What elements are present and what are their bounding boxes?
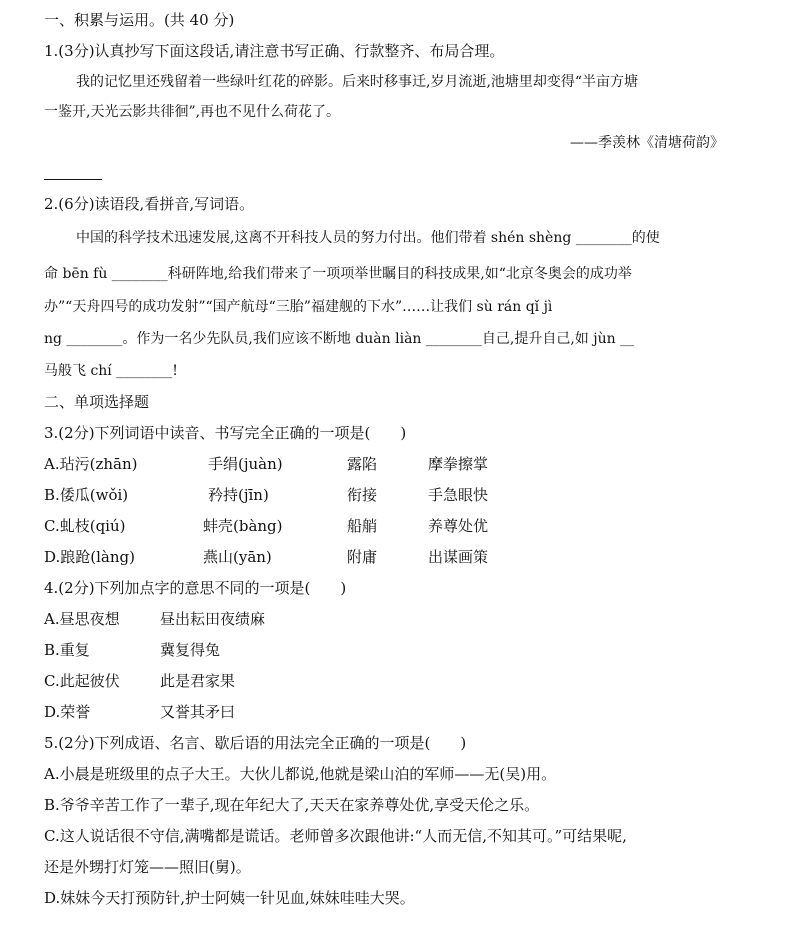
option-word-2: 此是君家果	[160, 672, 236, 690]
option-label: A.玷污(zhān)	[44, 455, 138, 473]
option-word-3: 露陷	[347, 455, 378, 473]
question-1-attribution: ——季羡林《清塘荷韵》	[570, 135, 724, 151]
question-1-passage-line-2: 一鉴开,天光云影共徘徊”,再也不见什么荷花了。	[44, 104, 341, 120]
question-2-line-3: 办”“天舟四号的成功发射”“国产航母“三胎”福建舰的下水”……让我们 sù rán qǐ jì	[44, 299, 553, 315]
section-2-title: 二、单项选择题	[44, 393, 150, 411]
question-2-stem: 2.(6分)读语段,看拼音,写词语。	[44, 195, 255, 213]
question-5-option-a[interactable]: A.小晨是班级里的点子大王。大伙儿都说,他就是梁山泊的军师——无(吴)用。	[44, 765, 557, 783]
option-word-2: 昼出耘田夜绩麻	[160, 610, 266, 628]
question-5-option-c-line-1[interactable]: C.这人说话很不守信,满嘴都是谎话。老师曾多次跟他讲:“人而无信,不知其可。”可结果呢,	[44, 827, 627, 845]
section-1-title: 一、积累与运用。(共 40 分)	[44, 11, 235, 29]
option-word-4: 摩拳擦掌	[428, 455, 489, 473]
option-label: C.虬枝(qiú)	[44, 517, 126, 535]
question-5-stem: 5.(2分)下列成语、名言、歇后语的用法完全正确的一项是( )	[44, 734, 467, 752]
option-word-2: 手绢(juàn)	[208, 455, 283, 473]
question-1-stem: 1.(3分)认真抄写下面这段话,请注意书写正确、行款整齐、布局合理。	[44, 42, 505, 60]
question-2-line-4: ng ________。作为一名少先队员,我们应该不断地 duàn liàn ________自己,提升自己,如 jùn __	[44, 331, 635, 347]
option-word-1: B.重复	[44, 641, 90, 659]
option-word-3: 衔接	[347, 486, 378, 504]
option-word-4: 手急眼快	[428, 486, 489, 504]
option-word-1: D.荣誉	[44, 703, 91, 721]
question-4-stem: 4.(2分)下列加点字的意思不同的一项是( )	[44, 579, 347, 597]
question-2-line-1: 中国的科学技术迅速发展,这离不开科技人员的努力付出。他们带着 shén shèng ________的使	[76, 230, 660, 246]
option-word-2: 矜持(jīn)	[208, 486, 269, 504]
option-label: D.踉跄(làng)	[44, 548, 135, 566]
option-word-4: 出谋画策	[428, 548, 489, 566]
option-word-3: 船艄	[347, 517, 378, 535]
question-2-line-5: 马般飞 chí ________!	[44, 363, 178, 379]
option-word-1: A.昼思夜想	[44, 610, 120, 628]
answer-line	[44, 179, 102, 180]
option-label: B.倭瓜(wǒi)	[44, 486, 129, 504]
question-5-option-c-line-2[interactable]: 还是外甥打灯笼——照旧(舅)。	[44, 858, 251, 876]
question-2-line-2: 命 bēn fù ________科研阵地,给我们带来了一项项举世瞩目的科技成果,如“北京冬奥会的成功举	[44, 266, 632, 282]
option-word-1: C.此起彼伏	[44, 672, 120, 690]
question-1-passage-line-1: 我的记忆里还残留着一些绿叶红花的碎影。后来时移事迁,岁月流逝,池塘里却变得“半亩方塘	[76, 74, 639, 90]
option-word-4: 养尊处优	[428, 517, 489, 535]
option-word-3: 附庸	[347, 548, 378, 566]
option-word-2: 冀复得兔	[160, 641, 221, 659]
question-5-option-d[interactable]: D.妹妹今天打预防针,护士阿姨一针见血,妹妹哇哇大哭。	[44, 889, 415, 907]
option-word-2: 又誉其矛曰	[160, 703, 236, 721]
question-3-stem: 3.(2分)下列词语中读音、书写完全正确的一项是( )	[44, 424, 407, 442]
option-word-2: 蚌壳(bàng)	[203, 517, 283, 535]
question-5-option-b[interactable]: B.爷爷辛苦工作了一辈子,现在年纪大了,天天在家养尊处优,享受天伦之乐。	[44, 796, 540, 814]
option-word-2: 燕山(yān)	[203, 548, 272, 566]
